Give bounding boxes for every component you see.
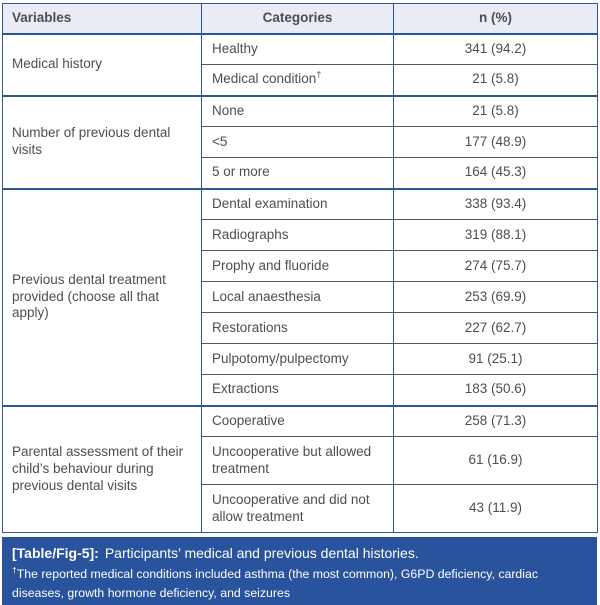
category-label: 5 or more	[212, 164, 270, 180]
variable-cell-medical-history: Medical history	[3, 34, 202, 96]
value-cell: 227 (62.7)	[394, 313, 598, 344]
category-cell	[202, 127, 394, 158]
category-label: Pulpotomy/pulpectomy	[212, 350, 349, 366]
category-cell	[202, 65, 394, 96]
category-cell	[202, 96, 394, 127]
category-cell	[202, 251, 394, 282]
variable-cell-dental-treatment: Previous dental treatment provided (choose all that apply)	[3, 189, 202, 406]
header-categories: Categories	[202, 4, 394, 34]
value-cell: 183 (50.6)	[394, 375, 598, 406]
category-label: Healthy	[212, 40, 258, 56]
category-label: Uncooperative but allowed treatment	[212, 443, 372, 476]
value-cell: 61 (16.9)	[394, 437, 598, 485]
category-label: None	[212, 102, 245, 118]
category-cell	[202, 313, 394, 344]
value-cell: 341 (94.2)	[394, 34, 598, 65]
category-cell	[202, 282, 394, 313]
variable-cell-parental-assessment: Parental assessment of their child’s behaviour during previous dental visits	[3, 406, 202, 533]
value-cell: 253 (69.9)	[394, 282, 598, 313]
value-cell: 21 (5.8)	[394, 65, 598, 96]
value-cell: 274 (75.7)	[394, 251, 598, 282]
category-cell	[202, 437, 394, 485]
caption-line	[12, 544, 587, 563]
category-label: Medical condition	[212, 71, 317, 87]
dagger-superscript: †	[12, 564, 17, 575]
category-label: Extractions	[212, 381, 279, 397]
category-label: Prophy and fluoride	[212, 257, 330, 273]
value-cell: 319 (88.1)	[394, 220, 598, 251]
table-row	[3, 34, 598, 65]
table-row	[3, 406, 598, 437]
caption-text: Participants’ medical and previous dental histories.	[104, 545, 419, 561]
figure-label: [Table/Fig-5]:	[12, 545, 99, 561]
footnote-text: The reported medical conditions included asthma (the most common), G6PD deficiency, cardiac diseases, growth hormone deficiency, and seizures	[12, 566, 538, 600]
data-table	[2, 3, 598, 533]
table-row	[3, 96, 598, 127]
category-label: Local anaesthesia	[212, 288, 321, 304]
category-cell	[202, 485, 394, 533]
category-label: Radiographs	[212, 226, 289, 242]
category-cell	[202, 220, 394, 251]
table-header-row	[3, 4, 598, 34]
value-cell: 164 (45.3)	[394, 158, 598, 189]
category-cell	[202, 158, 394, 189]
category-label: Cooperative	[212, 412, 285, 428]
category-label: Uncooperative and did not allow treatment	[212, 491, 370, 524]
value-cell: 21 (5.8)	[394, 96, 598, 127]
category-label: Dental examination	[212, 195, 328, 211]
header-variables: Variables	[3, 4, 202, 34]
value-cell: 177 (48.9)	[394, 127, 598, 158]
category-cell	[202, 344, 394, 375]
category-cell	[202, 189, 394, 220]
value-cell: 338 (93.4)	[394, 189, 598, 220]
dagger-superscript: †	[316, 69, 322, 80]
footnote	[12, 565, 587, 603]
category-cell	[202, 34, 394, 65]
variable-cell-dental-visits: Number of previous dental visits	[3, 96, 202, 189]
category-label: Restorations	[212, 319, 288, 335]
value-cell: 43 (11.9)	[394, 485, 598, 533]
value-cell: 258 (71.3)	[394, 406, 598, 437]
table-row	[3, 189, 598, 220]
category-cell	[202, 406, 394, 437]
category-cell	[202, 375, 394, 406]
value-cell: 91 (25.1)	[394, 344, 598, 375]
table-caption-band	[2, 537, 597, 605]
header-n-pct: n (%)	[394, 4, 598, 34]
category-label: <5	[212, 133, 228, 149]
